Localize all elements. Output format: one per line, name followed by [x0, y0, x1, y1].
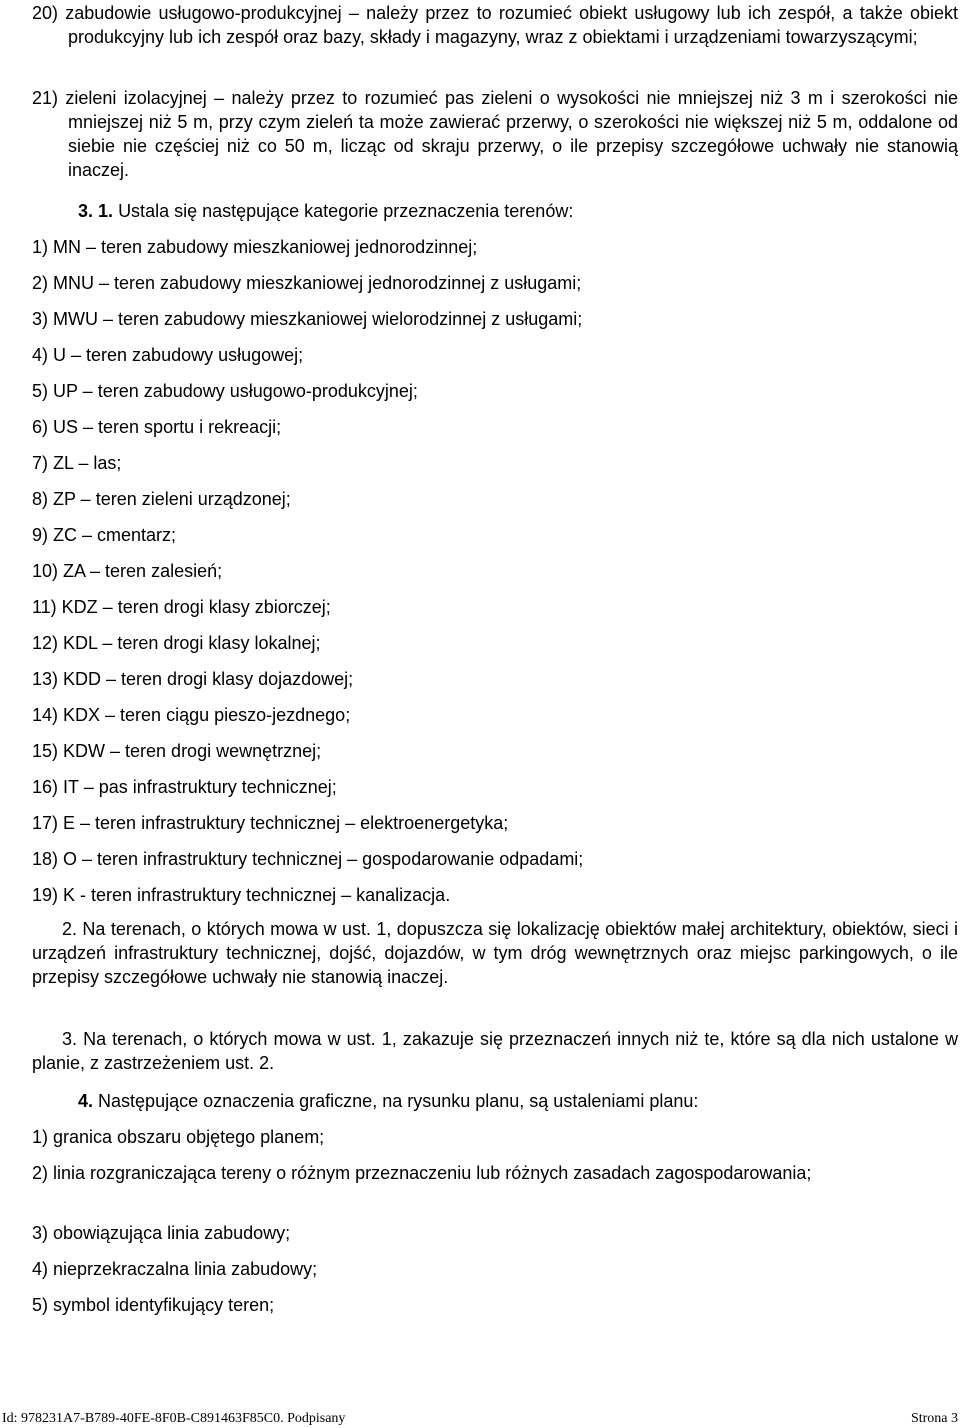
list-item: 5) symbol identyfikujący teren;	[32, 1295, 275, 1315]
list-item: 18) O – teren infrastruktury technicznej – gospodarowanie odpadami;	[32, 849, 584, 869]
list-item: 3) obowiązująca linia zabudowy;	[32, 1223, 291, 1243]
list-item: 1) MN – teren zabudowy mieszkaniowej jednorodzinnej;	[32, 237, 478, 257]
section-3-ust-1-text: Ustala się następujące kategorie przeznaczenia terenów:	[118, 201, 574, 221]
list-item: 9) ZC – cmentarz;	[32, 525, 177, 545]
section-3-ust-2: 2. Na terenach, o których mowa w ust. 1, dopuszcza się lokalizację obiektów małej architektury, obiektów, sieci i urządzeń infrastruktury technicznej, dojść, dojazdów, w tym dróg wewnętrznych oraz miejsc parkingowych, o ile przepisy szczegółowe uchwały nie stanowią inaczej.	[32, 919, 958, 987]
list-item: 4) nieprzekraczalna linia zabudowy;	[32, 1259, 318, 1279]
list-item: 8) ZP – teren zieleni urządzonej;	[32, 489, 291, 509]
definition-item-21: 21) zieleni izolacyjnej – należy przez to rozumieć pas zieleni o wysokości nie mniejszej niż 3 m i szerokości nie mniejszej niż 5 m, przy czym zieleń ta może zawierać przerwy, o szerokości nie większej niż 5 m, oddalone od siebie nie częściej niż co 50 m, licząc od skraju przerwy, o ile przepisy szczegółowe uchwały nie stanowią inaczej.	[32, 88, 958, 180]
list-item: 5) UP – teren zabudowy usługowo-produkcyjnej;	[32, 381, 418, 401]
page-footer	[0, 1410, 960, 1428]
list-item: 14) KDX – teren ciągu pieszo-jezdnego;	[32, 705, 351, 725]
list-item: 17) E – teren infrastruktury technicznej – elektroenergetyka;	[32, 813, 509, 833]
list-item: 2) MNU – teren zabudowy mieszkaniowej jednorodzinnej z usługami;	[32, 273, 582, 293]
section-3-heading: 3.	[78, 201, 94, 221]
list-item: 19) K - teren infrastruktury technicznej – kanalizacja.	[32, 885, 451, 905]
list-item: 12) KDL – teren drogi klasy lokalnej;	[32, 633, 321, 653]
list-item: 3) MWU – teren zabudowy mieszkaniowej wielorodzinnej z usługami;	[32, 309, 583, 329]
list-item: 2) linia rozgraniczająca tereny o różnym przeznaczeniu lub różnych zasadach zagospodarowania;	[32, 1163, 812, 1183]
list-item: 1) granica obszaru objętego planem;	[32, 1127, 325, 1147]
section-3-ust-1	[78, 199, 958, 223]
section-3-ust-1-number: 1.	[98, 201, 114, 221]
definition-item-20: 20) zabudowie usługowo-produkcyjnej – należy przez to rozumieć obiekt usługowy lub ich zespół, a także obiekt produkcyjny lub ich zespół oraz bazy, składy i magazyny, wraz z obiektami i urządzeniami towarzyszącymi;	[32, 3, 958, 47]
section-4-intro	[78, 1089, 958, 1113]
document-id: Id: 978231A7-B789-40FE-8F0B-C891463F85C0. Podpisany	[2, 1411, 346, 1426]
list-item: 6) US – teren sportu i rekreacji;	[32, 417, 282, 437]
page-number: Strona 3	[910, 1411, 958, 1426]
list-item: 13) KDD – teren drogi klasy dojazdowej;	[32, 669, 354, 689]
section-4-heading: 4.	[78, 1091, 94, 1111]
list-item: 15) KDW – teren drogi wewnętrznej;	[32, 741, 322, 761]
list-item: 4) U – teren zabudowy usługowej;	[32, 345, 304, 365]
list-item: 10) ZA – teren zalesień;	[32, 561, 223, 581]
list-item: 7) ZL – las;	[32, 453, 122, 473]
section-3-ust-3: 3. Na terenach, o których mowa w ust. 1, zakazuje się przeznaczeń innych niż te, które są dla nich ustalone w planie, z zastrzeżeniem ust. 2.	[32, 1029, 958, 1073]
list-item: 16) IT – pas infrastruktury technicznej;	[32, 777, 337, 797]
section-4-intro-text: Następujące oznaczenia graficzne, na rysunku planu, są ustaleniami planu:	[98, 1091, 699, 1111]
list-item: 11) KDZ – teren drogi klasy zbiorczej;	[32, 597, 331, 617]
